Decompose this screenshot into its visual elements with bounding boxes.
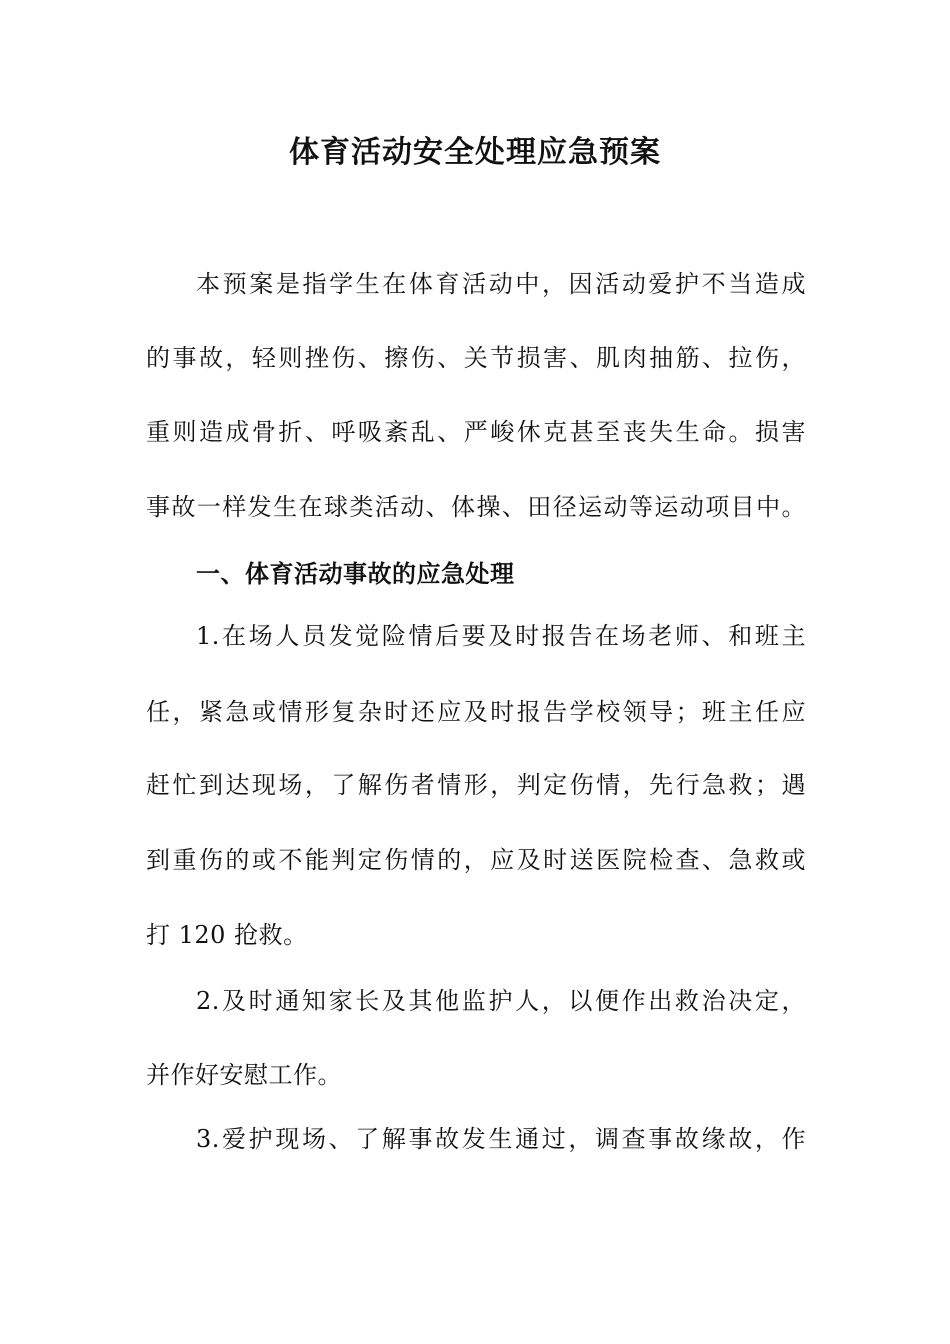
paragraph-line: 1.在场人员发觉险情后要及时报告在场老师、和班主	[196, 622, 806, 650]
section-heading: 一、体育活动事故的应急处理	[196, 559, 515, 588]
paragraph-line: 本预案是指学生在体育活动中，因活动爱护不当造成	[196, 270, 806, 298]
paragraph-line: 赶忙到达现场，了解伤者情形，判定伤情，先行急救；遇	[146, 771, 806, 799]
paragraph-line: 的事故，轻则挫伤、擦伤、关节损害、肌肉抽筋、拉伤，	[146, 344, 806, 372]
paragraph-line: 任，紧急或情形复杂时还应及时报告学校领导；班主任应	[146, 698, 806, 726]
paragraph-line: 3.爱护现场、了解事故发生通过，调查事故缘故，作	[196, 1125, 806, 1153]
paragraph-line: 打 120 抢救。	[146, 921, 308, 949]
paragraph-line: 重则造成骨折、呼吸紊乱、严峻休克甚至丧失生命。损害	[146, 418, 806, 446]
paragraph-line: 事故一样发生在球类活动、体操、田径运动等运动项目中。	[146, 493, 806, 521]
document-title: 体育活动安全处理应急预案	[289, 135, 661, 170]
paragraph-line: 到重伤的或不能判定伤情的，应及时送医院检查、急救或	[146, 846, 806, 874]
paragraph-line: 2.及时通知家长及其他监护人，以便作出救治决定，	[196, 987, 806, 1015]
paragraph-line: 并作好安慰工作。	[146, 1061, 342, 1089]
